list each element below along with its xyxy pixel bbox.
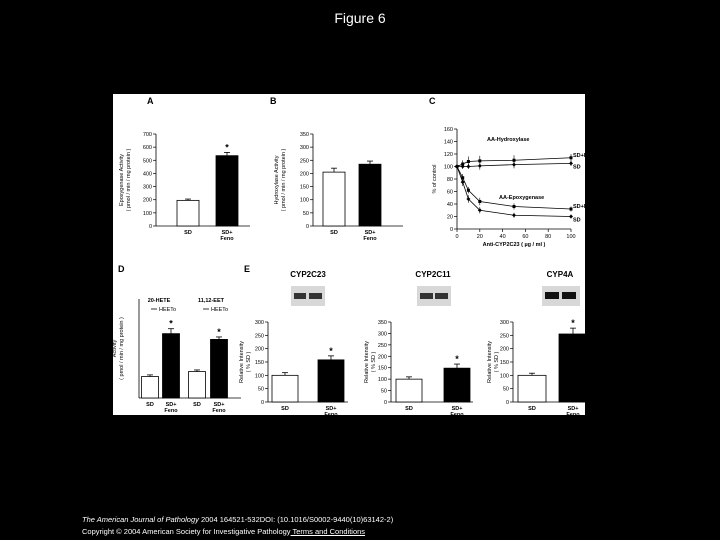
panel-b-y-tick-label: 0 — [305, 224, 309, 230]
panel-letter-b: B — [270, 96, 277, 106]
panel-e1-category-label: SD — [281, 406, 289, 412]
panel-b-category-label: SD — [330, 230, 338, 236]
panel-c-y-tick-label: 40 — [446, 202, 453, 208]
panel-b-bar — [323, 172, 345, 226]
panel-c-y-tick-label: 80 — [446, 177, 453, 183]
panel-b-y-tick-label: 200 — [299, 171, 309, 178]
panel-e3-y-tick-label: 100 — [499, 373, 509, 380]
panel-e3-y-tick-label: 300 — [499, 320, 509, 326]
panel-e2-y-tick-label: 100 — [377, 377, 387, 384]
panel-b-y-axis-label: Hydroxylase Activity — [274, 155, 280, 205]
panel-d-bar — [189, 372, 206, 398]
panel-e3-y-axis-label: Relative Intensity — [487, 341, 493, 383]
panel-e2-y-tick-label: 150 — [377, 365, 387, 372]
panel-c-x-tick-label: 80 — [545, 234, 552, 240]
panel-b-bar — [359, 164, 381, 226]
charts-layer — [112, 127, 598, 418]
panel-d-group-label: 20-HETE — [147, 298, 171, 304]
panel-e3-y-tick-label: 150 — [499, 360, 509, 366]
panel-e3-category-label-2: Feno — [566, 412, 580, 418]
panel-c-y-tick-label: 140 — [443, 139, 453, 146]
panel-c-y-tick-label: 160 — [443, 127, 453, 133]
journal-name: The American Journal of Pathology — [82, 515, 199, 524]
panel-c-annotation: AA-Epoxygenase — [499, 195, 545, 201]
blot-label-cyp4a: CYP4A — [546, 270, 574, 279]
panel-b-y-tick-label: 300 — [299, 145, 309, 152]
panel-c-point — [478, 200, 481, 203]
panel-c-point — [466, 165, 470, 169]
panel-e3-y-tick-label: 250 — [499, 333, 509, 340]
panel-c-series-line — [457, 167, 571, 210]
panel-e1-category-label: SD+ — [325, 406, 337, 412]
panel-e1-y-tick-label: 150 — [254, 360, 264, 366]
panel-b-y-tick-label: 350 — [299, 132, 309, 138]
panel-d-significance-mark: * — [217, 326, 221, 337]
panel-c-point — [478, 164, 482, 168]
panel-d-category-label: SD — [146, 402, 154, 408]
panel-d-bar — [211, 339, 228, 398]
panel-c-y-tick-label: 0 — [449, 227, 453, 233]
panel-e2-y-axis-label: Relative Intensity — [364, 341, 370, 383]
panel-e1-y-axis-unit: ( % SD ) — [246, 351, 252, 373]
panel-d-significance-mark: * — [169, 318, 173, 329]
panel-e3-category-label: SD — [528, 406, 536, 412]
panel-e1-y-tick-label: 100 — [254, 373, 264, 380]
panel-e3-y-tick-label: 0 — [505, 400, 509, 406]
panel-e1-significance-mark: * — [329, 345, 333, 356]
panel-d-category-label-2: Feno — [164, 408, 178, 414]
panel-e2-y-tick-label: 350 — [377, 320, 387, 326]
panel-e1-bar — [272, 375, 298, 402]
panel-c-point — [512, 213, 516, 217]
panel-e2-y-tick-label: 250 — [377, 342, 387, 349]
panel-d-bar — [142, 377, 159, 398]
panel-c-point — [512, 163, 516, 167]
panel-b-y-axis-unit: ( pmol / min / mg protein ) — [281, 148, 287, 212]
panel-a-y-tick-label: 200 — [142, 197, 152, 204]
panel-e1-y-tick-label: 0 — [260, 400, 264, 406]
panel-c-series-label: SD+Feno — [573, 204, 597, 210]
panel-e2-category-label-2: Feno — [450, 412, 464, 418]
panel-c-x-tick-label: 60 — [522, 234, 529, 240]
panel-c-x-tick-label: 20 — [476, 234, 483, 240]
panel-c-series-label: SD+Feno — [573, 152, 597, 159]
panel-d-legend-label: HEETo — [159, 307, 177, 313]
panel-e2-y-tick-label: 50 — [380, 388, 387, 395]
panel-e3-y-tick-label: 200 — [499, 346, 509, 353]
footer — [82, 514, 702, 538]
blot-image-cyp2c11 — [417, 286, 451, 306]
panel-a-y-tick-label: 600 — [142, 145, 152, 152]
copyright-line — [82, 526, 702, 538]
panel-a-y-tick-label: 400 — [142, 171, 152, 178]
panel-d-y-axis-label: Activity — [112, 339, 118, 358]
panel-e3-bar — [518, 375, 546, 402]
panel-c-annotation: AA-Hydroxylase — [487, 137, 530, 143]
panel-a-y-tick-label: 700 — [142, 132, 152, 138]
panel-c-point — [467, 189, 470, 192]
panel-a-y-tick-label: 500 — [142, 158, 152, 165]
panel-c-series-label: SD — [573, 217, 581, 224]
panel-e3-category-label: SD+ — [567, 406, 579, 412]
panel-d-category-label-2: Feno — [212, 408, 226, 414]
panel-e2-category-label: SD — [405, 406, 413, 412]
blot-label-cyp2c23: CYP2C23 — [290, 270, 326, 279]
panel-d-y-axis-unit: ( pmol / min / mg protein ) — [119, 317, 125, 380]
panel-e3-y-axis-unit: ( % SD ) — [494, 351, 500, 373]
panel-b-y-tick-label: 150 — [299, 184, 309, 191]
panel-a-y-axis-unit: ( pmol / min / mg protein ) — [126, 148, 132, 212]
panel-a-category-label: SD — [184, 230, 192, 236]
panel-c-point — [478, 159, 481, 162]
panel-e2-bar — [444, 368, 470, 402]
panel-c-y-tick-label: 60 — [446, 189, 453, 196]
panel-d-bar — [163, 334, 180, 398]
panel-d-category-label: SD — [193, 402, 201, 408]
panel-a-category-label-2: Feno — [220, 236, 234, 242]
panel-letter-a: A — [147, 96, 154, 106]
panel-e1-bar — [318, 360, 344, 402]
panel-e1-y-tick-label: 250 — [254, 333, 264, 340]
panel-e3-significance-mark: * — [571, 318, 575, 329]
panel-e3-y-tick-label: 50 — [502, 386, 509, 393]
panel-c-y-axis-label: % of control — [432, 164, 438, 194]
panel-e2-category-label: SD+ — [451, 406, 463, 412]
panel-a-bar — [177, 200, 199, 226]
panel-a-bar — [216, 156, 238, 226]
panel-a-y-tick-label: 0 — [148, 224, 152, 230]
panel-a-y-axis-label: Epoxygenase Activity — [119, 154, 125, 206]
panel-e3-bar — [559, 334, 587, 402]
citation-text: 2004 164521-532DOI: (10.1016/S0002-9440(10)63142-2) — [198, 515, 394, 524]
panel-e2-bar — [396, 379, 422, 402]
panel-e1-y-tick-label: 200 — [254, 346, 264, 353]
terms-link[interactable]: Terms and Conditions — [290, 527, 366, 536]
copyright-text: Copyright © 2004 American Society for Investigative Pathology — [82, 527, 291, 536]
panel-b-y-tick-label: 100 — [299, 197, 309, 204]
panel-c-y-tick-label: 100 — [443, 164, 453, 171]
panel-a-y-tick-label: 300 — [142, 184, 152, 191]
panel-a-y-tick-label: 100 — [142, 210, 152, 217]
panel-letter-e: E — [244, 264, 251, 274]
panel-d-group-label: 11,12-EET — [198, 298, 224, 304]
figure-panel — [112, 94, 597, 418]
panel-d-category-label: SD+ — [213, 402, 225, 408]
panel-a-category-label: SD+ — [221, 230, 233, 236]
panel-c-x-tick-label: 100 — [566, 234, 576, 240]
blot-image-cyp2c23 — [291, 286, 325, 306]
panel-c-point — [513, 205, 516, 208]
panel-e2-y-axis-unit: ( % SD ) — [371, 351, 377, 373]
panel-b-y-tick-label: 250 — [299, 158, 309, 165]
blot-image-cyp4a — [542, 286, 580, 306]
panel-d-legend-label: HEETo — [211, 307, 229, 313]
panel-e2-y-tick-label: 300 — [377, 331, 387, 338]
panel-letter-d: D — [118, 264, 125, 274]
panel-c-y-tick-label: 120 — [443, 152, 453, 158]
panel-c-x-axis-label: Anti-CYP2C23 ( µg / ml ) — [482, 242, 546, 248]
panel-c-x-tick-label: 40 — [499, 234, 506, 240]
panel-c-point — [467, 160, 470, 163]
figure-svg — [112, 94, 597, 418]
panel-c-series-label: SD — [573, 164, 581, 171]
panel-b-category-label: SD+ — [364, 230, 376, 236]
panel-e2-y-tick-label: 0 — [383, 400, 387, 406]
panel-c-y-tick-label: 20 — [446, 214, 453, 221]
panel-e2-significance-mark: * — [455, 354, 459, 365]
citation-line — [82, 514, 702, 526]
panel-b-category-label-2: Feno — [363, 236, 377, 242]
panel-c-x-tick-label: 0 — [455, 234, 459, 240]
panel-b-y-tick-label: 50 — [302, 210, 309, 217]
panel-d-category-label: SD+ — [165, 402, 177, 408]
panel-e2-y-tick-label: 200 — [377, 354, 387, 361]
slide-title: Figure 6 — [334, 10, 386, 26]
panel-letter-c: C — [429, 96, 436, 106]
blot-label-cyp2c11: CYP2C11 — [415, 270, 451, 279]
panel-e1-y-axis-label: Relative Intensity — [239, 341, 245, 383]
panel-e1-y-tick-label: 50 — [257, 386, 264, 393]
panel-e1-y-tick-label: 300 — [254, 320, 264, 326]
panel-e1-category-label-2: Feno — [324, 412, 338, 418]
panel-a-significance-mark: * — [225, 142, 229, 153]
